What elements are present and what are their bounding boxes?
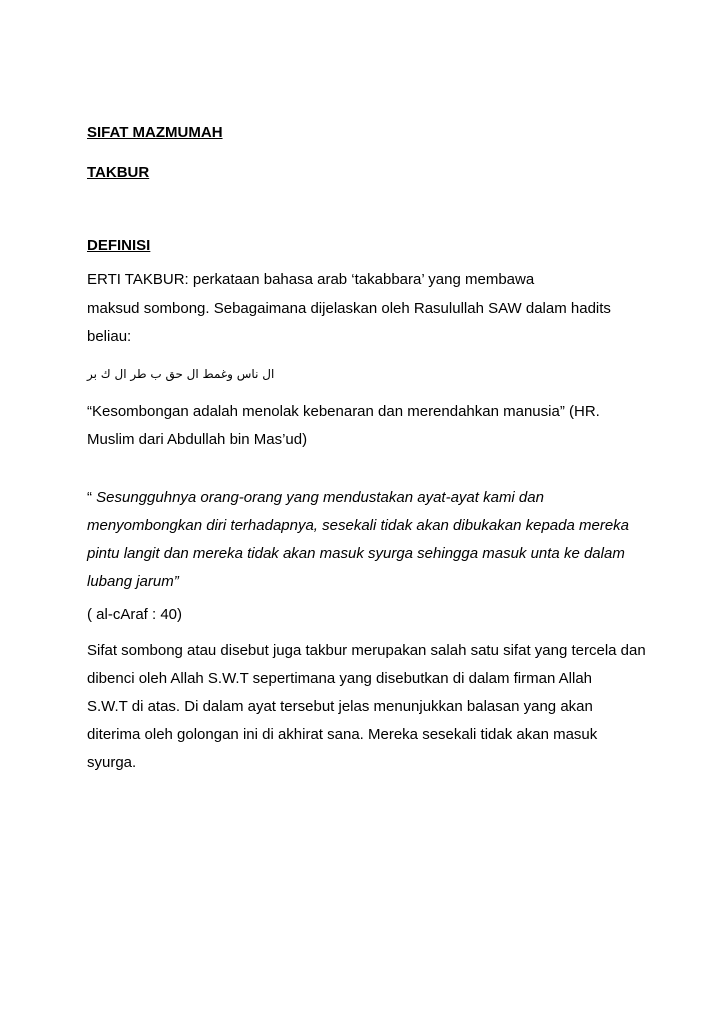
explanation-line-5: syurga. [87, 754, 137, 771]
definition-line-2: maksud sombong. Sebagaimana dijelaskan oleh Rasulullah SAW dalam hadits [87, 300, 611, 317]
quote-line-1-text: Sesungguhnya orang-orang yang mendustakan ayat-ayat kami dan [92, 489, 544, 506]
explanation-line-2: dibenci oleh Allah S.W.T sepertimana yang disebutkan di dalam firman Allah [87, 670, 593, 687]
quote-line-4: lubang jarum” [87, 573, 179, 590]
explanation-line-4: diterima oleh golongan ini di akhirat sana. Mereka sesekali tidak akan masuk [87, 726, 598, 743]
document-subtitle: TAKBUR [87, 164, 150, 181]
document-title: SIFAT MAZMUMAH [87, 124, 223, 141]
hadith-translation-line-1: “Kesombongan adalah menolak kebenaran dan merendahkan manusia” (HR. [87, 403, 600, 420]
quote-open-mark: “ [87, 489, 92, 506]
quote-line-3: pintu langit dan mereka tidak akan masuk syurga sehingga masuk unta ke dalam [87, 545, 625, 562]
verse-reference: ( al-cAraf : 40) [87, 606, 183, 623]
definition-line-3: beliau: [87, 328, 132, 345]
explanation-line-3: S.W.T di atas. Di dalam ayat tersebut jelas menunjukkan balasan yang akan [87, 698, 593, 715]
hadith-translation-line-2: Muslim dari Abdullah bin Mas’ud) [87, 431, 308, 448]
definition-line-1: ERTI TAKBUR: perkataan bahasa arab ‘takabbara’ yang membawa [87, 271, 535, 288]
quote-line-2: menyombongkan diri terhadapnya, sesekali tidak akan dibukakan kepada mereka [87, 517, 629, 534]
arabic-hadith-text: ال ناس وغمط ال حق ب طر ال ك بر [87, 367, 275, 381]
explanation-line-1: Sifat sombong atau disebut juga takbur merupakan salah satu sifat yang tercela dan [87, 642, 646, 659]
definition-heading: DEFINISI [87, 237, 151, 254]
quote-line-1 [87, 488, 544, 508]
